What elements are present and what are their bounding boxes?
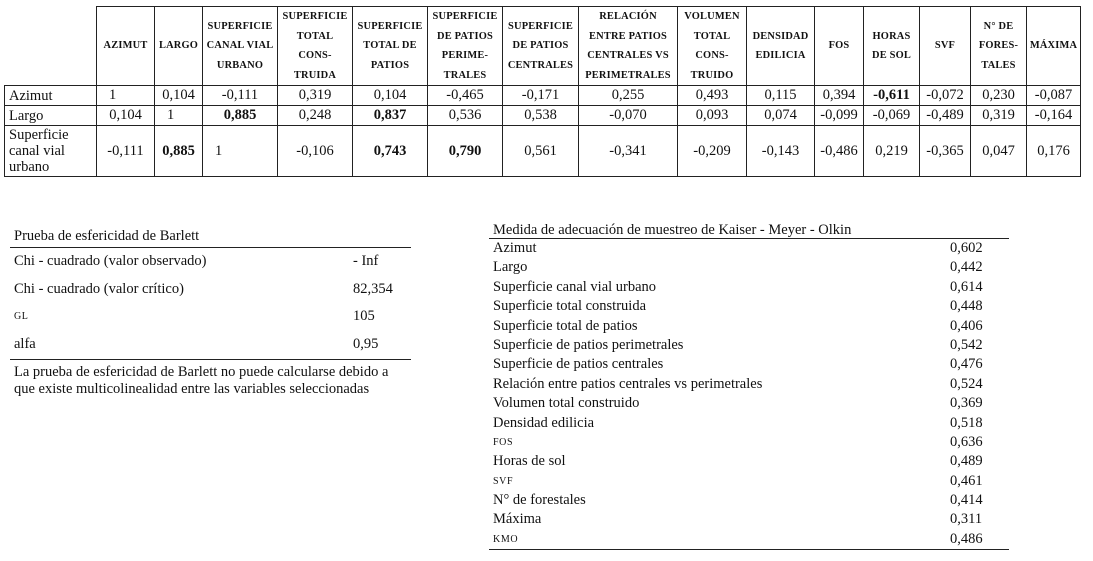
correlation-cell: -0,111 [97, 126, 155, 177]
kmo-row [489, 472, 1009, 491]
kmo-title: Medida de adecuación de muestreo de Kaiser - Meyer - Olkin [489, 221, 1009, 239]
kmo-row [489, 355, 1009, 374]
kmo-value: 0,524 [950, 375, 983, 392]
kmo-value: 0,476 [950, 356, 983, 373]
correlation-cell: 0,319 [278, 86, 353, 106]
correlation-cell: -0,070 [579, 106, 678, 126]
correlation-cell: -0,489 [920, 106, 971, 126]
correlation-cell: -0,486 [815, 126, 864, 177]
kmo-label: N° de forestales [493, 492, 586, 509]
col-header-superficie-canal-vial: SUPERFICIE CANAL VIAL URBANO [203, 7, 278, 86]
kmo-value: 0,311 [950, 511, 983, 528]
kmo-label: Superficie total de patios [493, 317, 638, 334]
correlation-cell: -0,365 [920, 126, 971, 177]
correlation-cell: -0,164 [1027, 106, 1081, 126]
correlation-row [5, 126, 1081, 177]
col-header-fos: FOS [815, 7, 864, 86]
barlett-label: Chi - cuadrado (valor observado) [14, 253, 207, 269]
correlation-cell: 0,885 [203, 106, 278, 126]
correlation-cell: -0,465 [428, 86, 503, 106]
correlation-cell: 0,561 [503, 126, 579, 177]
kmo-row [489, 258, 1009, 277]
kmo-value: 0,406 [950, 317, 983, 334]
kmo-label: SVF [493, 475, 514, 487]
col-header-svf: SVF [920, 7, 971, 86]
col-header-densidad-edilicia: DENSIDAD EDILICIA [747, 7, 815, 86]
col-header-patios-perimetrales: SUPERFICIE DE PATIOS PERIME- TRALES [428, 7, 503, 86]
barlett-value: 105 [353, 308, 375, 324]
correlation-cell: -0,111 [203, 86, 278, 106]
barlett-label: GL [14, 311, 29, 322]
correlation-cell: 0,790 [428, 126, 503, 177]
correlation-cell: 0,743 [353, 126, 428, 177]
barlett-label: Chi - cuadrado (valor crítico) [14, 280, 184, 297]
kmo-row [489, 394, 1009, 413]
kmo-value: 0,489 [950, 453, 983, 470]
correlation-cell: 0,047 [971, 126, 1027, 177]
correlation-cell: 0,885 [155, 126, 203, 177]
col-header-relacion-patios: RELACIÓN ENTRE PATIOS CENTRALES VS PERIMETRALES [579, 7, 678, 86]
kmo-value: 0,448 [950, 298, 983, 315]
barlett-label: alfa [14, 335, 36, 352]
kmo-label: Superficie total construida [493, 298, 647, 315]
correlation-cell: 0,219 [864, 126, 920, 177]
kmo-label: Superficie canal vial urbano [493, 278, 657, 295]
correlation-cell: -0,143 [747, 126, 815, 177]
col-header-largo: LARGO [155, 7, 203, 86]
kmo-value: 0,369 [950, 395, 983, 412]
correlation-cell: -0,069 [864, 106, 920, 126]
correlation-cell: -0,209 [678, 126, 747, 177]
col-header-patios-centrales: SUPERFICIE DE PATIOS CENTRALES [503, 7, 579, 86]
row-label: Azimut [5, 86, 97, 106]
col-header-volumen-total: VOLUMEN TOTAL CONS- TRUIDO [678, 7, 747, 86]
row-label: Superficie canal vial urbano [5, 126, 97, 177]
correlation-cell: -0,099 [815, 106, 864, 126]
kmo-row [489, 278, 1009, 297]
barlett-value: 0,95 [353, 335, 379, 352]
barlett-row-chi-critico [10, 276, 411, 304]
barlett-note: La prueba de esfericidad de Barlett no puede calcularse debido a que existe multicolinealidad entre las variables seleccionadas [14, 364, 389, 397]
correlation-cell: 0,230 [971, 86, 1027, 106]
correlation-cell: 0,074 [747, 106, 815, 126]
correlation-cell: 0,104 [353, 86, 428, 106]
correlation-cell: 0,493 [678, 86, 747, 106]
kmo-label: Horas de sol [493, 453, 566, 470]
correlation-cell: -0,171 [503, 86, 579, 106]
correlation-cell: 0,394 [815, 86, 864, 106]
kmo-label: Largo [493, 259, 528, 276]
kmo-row [489, 414, 1009, 433]
col-header-superficie-total-construida: SUPERFICIE TOTAL CONS- TRUIDA [278, 7, 353, 86]
kmo-value: 0,602 [950, 240, 983, 256]
barlett-row-alfa [10, 331, 411, 359]
kmo-bottom-rule [489, 549, 1009, 550]
correlation-cell: -0,341 [579, 126, 678, 177]
kmo-label: KMO [493, 533, 519, 545]
barlett-sphericity-panel [10, 226, 411, 398]
kmo-row [489, 530, 1009, 549]
kmo-label: Azimut [493, 240, 537, 256]
kmo-value: 0,614 [950, 278, 983, 295]
kmo-label: Superficie de patios perimetrales [493, 336, 684, 353]
barlett-row-gl [10, 303, 411, 331]
kmo-value: 0,486 [950, 530, 983, 547]
correlation-cell: -0,106 [278, 126, 353, 177]
col-header-maxima: MÁXIMA [1027, 7, 1081, 86]
kmo-row [489, 336, 1009, 355]
correlation-row [5, 86, 1081, 106]
correlation-cell: 0,093 [678, 106, 747, 126]
kmo-value: 0,636 [950, 433, 983, 450]
kmo-row [489, 375, 1009, 394]
correlation-cell: 0,837 [353, 106, 428, 126]
correlation-cell: 0,536 [428, 106, 503, 126]
kmo-label: Superficie de patios centrales [493, 356, 664, 373]
correlation-cell: 0,115 [747, 86, 815, 106]
barlett-title: Prueba de esfericidad de Barlett [10, 226, 411, 248]
kmo-label: Relación entre patios centrales vs perimetrales [493, 375, 763, 392]
kmo-value: 0,542 [950, 336, 983, 353]
row-label: Largo [5, 106, 97, 126]
kmo-value: 0,442 [950, 259, 983, 276]
correlation-cell: 1 [155, 106, 203, 126]
correlation-cell: 0,104 [97, 106, 155, 126]
correlation-cell: 1 [97, 86, 155, 106]
kmo-row [489, 317, 1009, 336]
kmo-row [489, 452, 1009, 471]
kmo-label: Máxima [493, 511, 542, 528]
kmo-row [489, 491, 1009, 510]
correlation-cell: 1 [203, 126, 278, 177]
corner-cell [5, 7, 97, 86]
col-header-azimut: AZIMUT [97, 7, 155, 86]
barlett-value: - Inf [353, 253, 379, 269]
kmo-value: 0,414 [950, 492, 983, 509]
correlation-cell: 0,538 [503, 106, 579, 126]
correlation-cell: -0,611 [864, 86, 920, 106]
kmo-row [489, 433, 1009, 452]
kmo-panel [489, 221, 1009, 550]
kmo-row [489, 510, 1009, 529]
kmo-row [489, 297, 1009, 316]
correlation-table [4, 6, 1081, 177]
correlation-cell: -0,072 [920, 86, 971, 106]
barlett-value: 82,354 [353, 280, 393, 297]
kmo-value: 0,518 [950, 414, 983, 431]
col-header-forestales: N° DE FORES- TALES [971, 7, 1027, 86]
kmo-rows [489, 239, 1009, 549]
correlation-cell: 0,176 [1027, 126, 1081, 177]
correlation-cell: 0,248 [278, 106, 353, 126]
correlation-row [5, 106, 1081, 126]
col-header-superficie-total-patios: SUPERFICIE TOTAL DE PATIOS [353, 7, 428, 86]
kmo-label: FOS [493, 436, 514, 448]
correlation-cell: 0,104 [155, 86, 203, 106]
correlation-cell: 0,319 [971, 106, 1027, 126]
kmo-label: Densidad edilicia [493, 414, 595, 431]
correlation-cell: -0,087 [1027, 86, 1081, 106]
correlation-cell: 0,255 [579, 86, 678, 106]
kmo-label: Volumen total construido [493, 395, 640, 412]
kmo-row [489, 239, 1009, 258]
col-header-horas-sol: HORAS DE SOL [864, 7, 920, 86]
kmo-value: 0,461 [950, 472, 983, 489]
barlett-row-chi-observado [10, 248, 411, 276]
